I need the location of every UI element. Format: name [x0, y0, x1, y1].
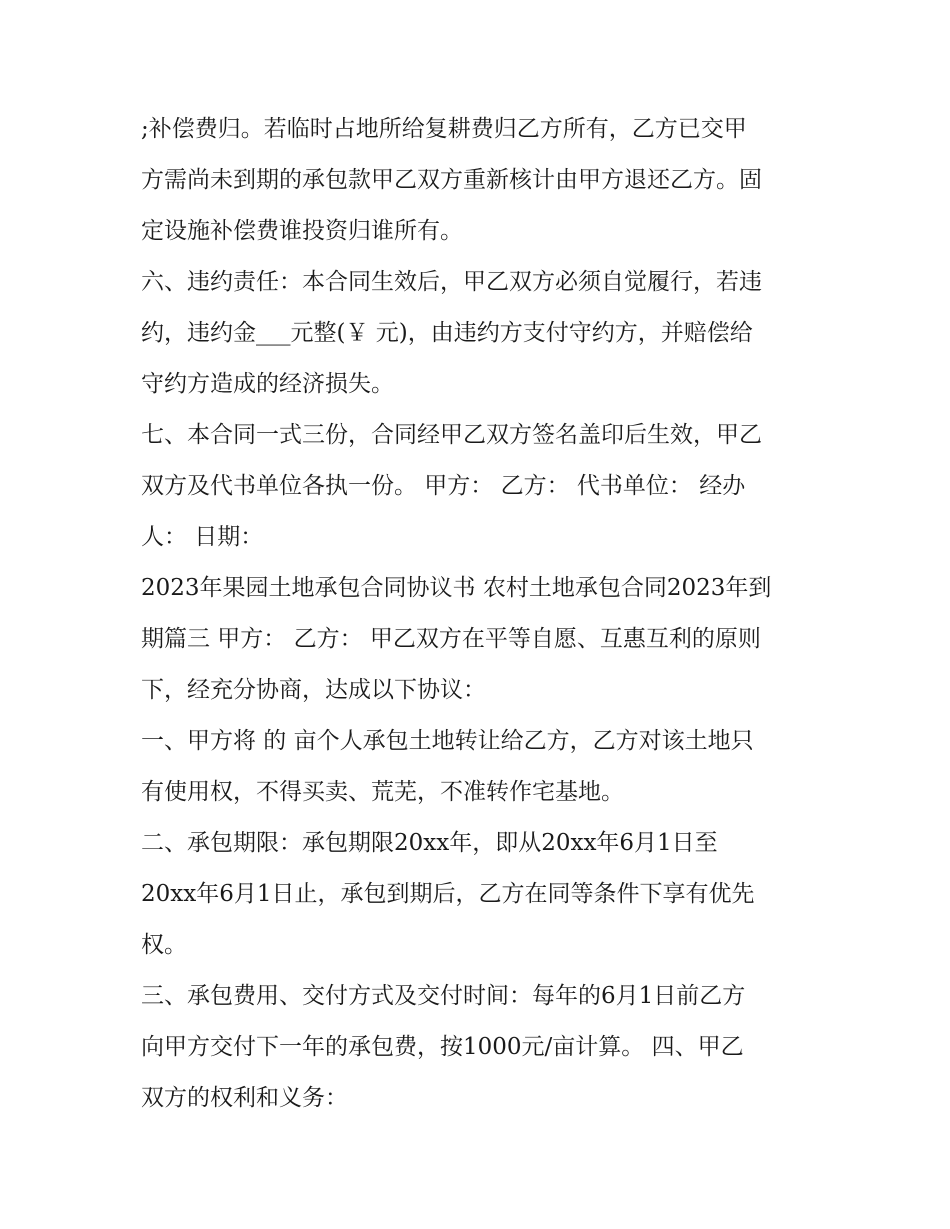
text-line: 双方的权利和义务： [141, 1085, 348, 1111]
text-line: 向甲方交付下一年的承包费，按1000元/亩计算。 四、甲乙 [141, 1034, 744, 1060]
text-line: 三、承包费用、交付方式及交付时间：每年的6月1日前乙方 [141, 983, 746, 1009]
text-line: 有使用权，不得买卖、荒芜，不准转作宅基地。 [141, 779, 624, 805]
text-line: 七、本合同一式三份，合同经甲乙双方签名盖印后生效，甲乙 [141, 422, 762, 448]
contract-text [141, 104, 817, 1124]
text-line: 守约方造成的经济损失。 [141, 371, 394, 397]
text-line: 六、违约责任：本合同生效后，甲乙双方必须自觉履行，若违 [141, 269, 762, 295]
text-line: 期篇三 甲方： 乙方： 甲乙双方在平等自愿、互惠互利的原则 [141, 626, 761, 652]
text-line: 约，违约金___元整(￥ 元)，由违约方支付守约方，并赔偿给 [141, 320, 753, 346]
text-line: 双方及代书单位各执一份。 甲方： 乙方： 代书单位： 经办 [141, 473, 746, 499]
text-line: 方需尚未到期的承包款甲乙双方重新核计由甲方退还乙方。固 [141, 167, 762, 193]
text-line: 定设施补偿费谁投资归谁所有。 [141, 218, 463, 244]
text-line: 二、承包期限：承包期限20xx年，即从20xx年6月1日至 [141, 830, 718, 856]
text-line: 20xx年6月1日止，承包到期后，乙方在同等条件下享有优先 [141, 881, 755, 907]
text-line: 人： 日期： [141, 524, 264, 550]
text-line: 下，经充分协商，达成以下协议： [141, 677, 486, 703]
text-line: ;补偿费归。若临时占地所给复耕费归乙方所有，乙方已交甲 [141, 116, 747, 142]
text-line: 2023年果园土地承包合同协议书 农村土地承包合同2023年到 [141, 575, 772, 601]
text-line: 一、甲方将 的 亩个人承包土地转让给乙方，乙方对该土地只 [141, 728, 754, 754]
text-line: 权。 [141, 932, 187, 958]
